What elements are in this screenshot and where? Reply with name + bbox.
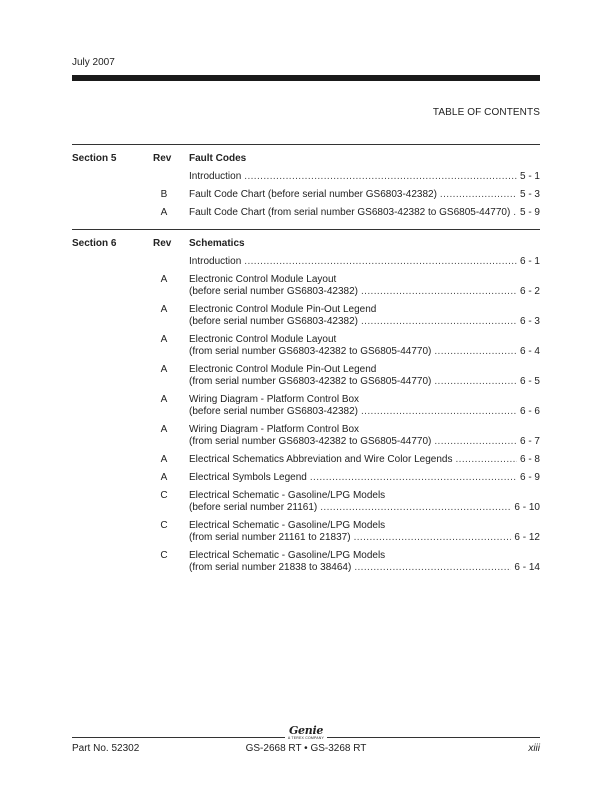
toc-entry-rev: A	[160, 472, 168, 483]
toc-entry-line	[189, 334, 540, 346]
dot-leader	[354, 532, 512, 544]
toc-entry-page: 6 - 5	[519, 376, 540, 387]
dot-leader	[244, 171, 517, 183]
toc-entry-rev: A	[160, 424, 168, 435]
toc-entry-rev: A	[160, 454, 168, 465]
toc-entry-line	[189, 316, 540, 328]
dot-leader	[434, 346, 517, 358]
section-5-label: Section 5	[72, 153, 117, 164]
toc-entry-line	[189, 550, 540, 562]
toc-entry-line	[189, 274, 540, 286]
toc-entry-page: 6 - 1	[519, 256, 540, 267]
toc-entry-page: 5 - 3	[519, 189, 540, 200]
toc-entry-title: (from serial number GS6803-42382 to GS6805-44770)	[189, 436, 432, 447]
toc-entry-body	[189, 207, 540, 219]
toc-entry-body	[189, 520, 540, 544]
toc-entry-title: Electronic Control Module Pin-Out Legend	[189, 304, 377, 315]
section-6-rev-heading: Rev	[153, 238, 172, 249]
toc-entry-title: Electronic Control Module Layout	[189, 334, 337, 345]
toc-entry-page: 6 - 9	[519, 472, 540, 483]
toc-entry-page: 5 - 9	[519, 207, 540, 218]
toc-entry-rev: B	[160, 189, 168, 200]
section-6-title: Schematics	[189, 238, 245, 249]
toc-entry-title: Introduction	[189, 256, 242, 267]
toc-entry-line	[189, 256, 540, 268]
toc-entry-page: 6 - 8	[519, 454, 540, 465]
footer-models: GS-2668 RT • GS-3268 RT	[245, 743, 367, 754]
toc-entry-rev: C	[160, 490, 168, 501]
toc-entry-line	[189, 454, 540, 466]
toc-entry-title: Wiring Diagram - Platform Control Box	[189, 394, 360, 405]
toc-entry-body	[189, 334, 540, 358]
genie-logo	[287, 725, 325, 743]
toc-entry-title: (from serial number GS6803-42382 to GS6805-44770)	[189, 346, 432, 357]
logo-tagline: A TEREX COMPANY	[287, 736, 325, 740]
toc-entry-body	[189, 274, 540, 298]
toc-entry-line	[189, 562, 540, 574]
section-5-title: Fault Codes	[189, 153, 247, 164]
toc-entry-line	[189, 189, 540, 201]
toc-entry-title: Electrical Symbols Legend	[189, 472, 307, 483]
toc-entry-page: 6 - 12	[514, 532, 540, 543]
toc-entry-body	[189, 256, 540, 268]
dot-leader	[361, 316, 517, 328]
toc-entry-line	[189, 304, 540, 316]
dot-leader	[440, 189, 517, 201]
toc-entry-line	[189, 346, 540, 358]
dot-leader	[361, 406, 517, 418]
toc-entry-page: 6 - 2	[519, 286, 540, 297]
toc-entry-body	[189, 171, 540, 183]
dot-leader	[354, 562, 511, 574]
toc-entry-line	[189, 406, 540, 418]
toc-entry-title: (before serial number GS6803-42382)	[189, 286, 358, 297]
toc-entry-title: Electrical Schematic - Gasoline/LPG Models	[189, 550, 386, 561]
dot-leader	[244, 256, 517, 268]
toc-entry-rev: A	[160, 274, 168, 285]
toc-entry-line	[189, 502, 540, 514]
toc-entry-line	[189, 286, 540, 298]
toc-entry-rev: A	[160, 304, 168, 315]
toc-entry-body	[189, 394, 540, 418]
toc-entry-body	[189, 189, 540, 201]
toc-entry-title: Fault Code Chart (before serial number GS6803-42382)	[189, 189, 437, 200]
toc-entry-rev: A	[160, 334, 168, 345]
dot-leader	[310, 472, 517, 484]
toc-entry-body	[189, 454, 540, 466]
toc-entry-line	[189, 364, 540, 376]
toc-entry-title: (from serial number GS6803-42382 to GS6805-44770)	[189, 376, 432, 387]
section-5-rev-heading: Rev	[153, 153, 172, 164]
toc-entry-title: (before serial number 21161)	[189, 502, 318, 513]
dot-leader	[513, 207, 517, 219]
toc-entry-body	[189, 490, 540, 514]
toc-entry-title: Electronic Control Module Pin-Out Legend	[189, 364, 377, 375]
toc-entry-line	[189, 532, 540, 544]
toc-entry-line	[189, 520, 540, 532]
footer-page-number: xiii	[528, 743, 540, 754]
toc-entry-line	[189, 472, 540, 484]
toc-entry-page: 6 - 7	[519, 436, 540, 447]
toc-entry-title: Introduction	[189, 171, 242, 182]
toc-title: TABLE OF CONTENTS	[432, 107, 540, 118]
toc-entry-title: Electronic Control Module Layout	[189, 274, 337, 285]
toc-entry-rev: A	[160, 207, 168, 218]
toc-entry-line	[189, 207, 540, 219]
toc-entry-body	[189, 364, 540, 388]
section-6-label: Section 6	[72, 238, 117, 249]
toc-entry-line	[189, 424, 540, 436]
toc-entry-rev: A	[160, 394, 168, 405]
toc-entry-title: Wiring Diagram - Platform Control Box	[189, 424, 360, 435]
toc-entry-title: Electrical Schematic - Gasoline/LPG Models	[189, 520, 386, 531]
footer-rule	[72, 737, 285, 738]
toc-entry-body	[189, 424, 540, 448]
toc-entry-title: Fault Code Chart (from serial number GS6803-42382 to GS6805-44770)	[189, 207, 511, 218]
toc-entry-page: 6 - 4	[519, 346, 540, 357]
toc-entry-rev: C	[160, 520, 168, 531]
section-divider	[72, 144, 540, 145]
header-rule	[72, 75, 540, 81]
toc-entry-rev: C	[160, 550, 168, 561]
toc-entry-body	[189, 550, 540, 574]
toc-entry-title: Electrical Schematic - Gasoline/LPG Models	[189, 490, 386, 501]
toc-entry-page: 6 - 6	[519, 406, 540, 417]
dot-leader	[434, 376, 517, 388]
toc-entry-body	[189, 304, 540, 328]
header-date: July 2007	[72, 57, 115, 68]
toc-entry-page: 6 - 3	[519, 316, 540, 327]
dot-leader	[455, 454, 517, 466]
toc-entry-page: 6 - 10	[514, 502, 540, 513]
toc-entry-body	[189, 472, 540, 484]
toc-entry-title: Electrical Schematics Abbreviation and Wire Color Legends	[189, 454, 453, 465]
dot-leader	[361, 286, 517, 298]
toc-entry-rev: A	[160, 364, 168, 375]
toc-entry-line	[189, 376, 540, 388]
toc-entry-title: (before serial number GS6803-42382)	[189, 406, 358, 417]
dot-leader	[434, 436, 517, 448]
section-divider	[72, 229, 540, 230]
toc-entry-page: 6 - 14	[514, 562, 540, 573]
footer-rule	[327, 737, 540, 738]
toc-entry-title: (from serial number 21838 to 38464)	[189, 562, 352, 573]
toc-entry-page: 5 - 1	[519, 171, 540, 182]
toc-entry-line	[189, 436, 540, 448]
toc-entry-line	[189, 394, 540, 406]
toc-entry-title: (before serial number GS6803-42382)	[189, 316, 358, 327]
dot-leader	[320, 502, 511, 514]
footer-part-number: Part No. 52302	[72, 743, 140, 754]
logo-brand: Genie	[288, 724, 324, 737]
toc-entry-line	[189, 171, 540, 183]
toc-entry-line	[189, 490, 540, 502]
toc-entry-title: (from serial number 21161 to 21837)	[189, 532, 351, 543]
